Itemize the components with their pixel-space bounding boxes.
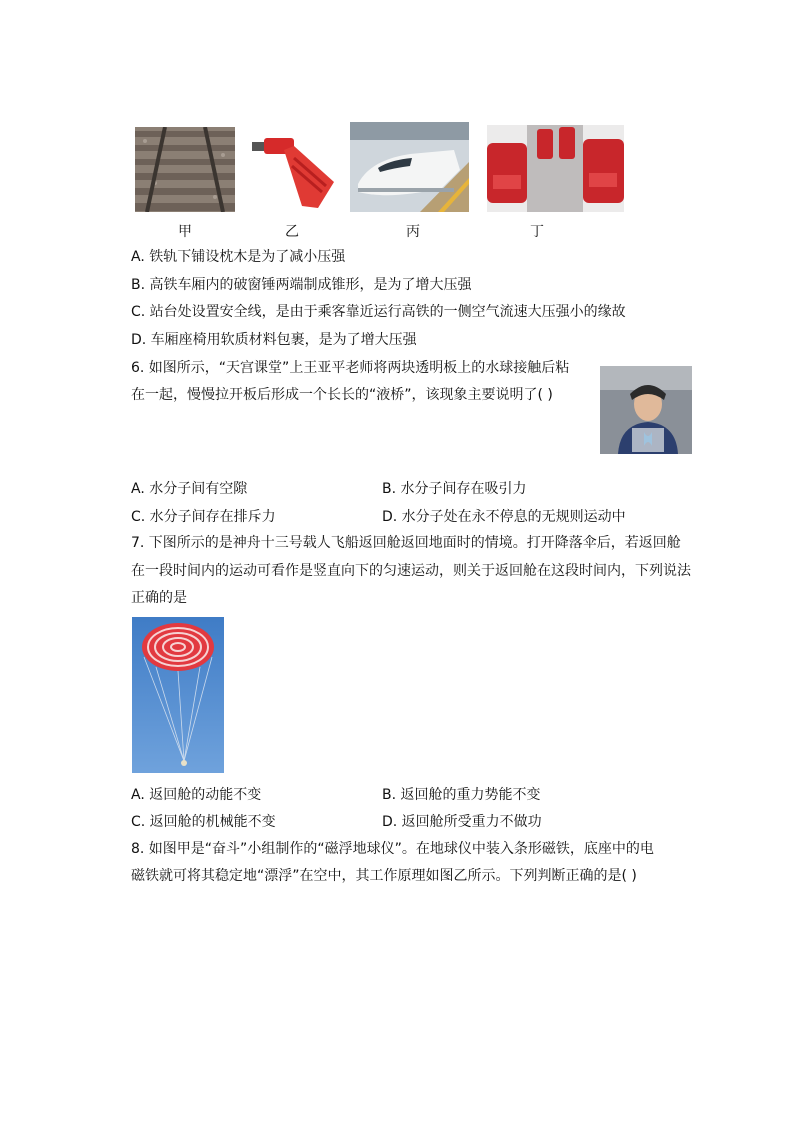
railway-track-photo: [135, 127, 235, 212]
q7-stem-line3: 正确的是: [131, 590, 187, 606]
q6-option-a: A. 水分子间有空隙: [131, 481, 248, 497]
q6-stem-line2: 在一起，慢慢拉开板后形成一个长长的“液桥”，该现象主要说明了( ): [131, 387, 553, 403]
liquid-bridge-photo: [600, 366, 692, 454]
caption-yi: 乙: [285, 224, 299, 240]
q7-option-b: B. 返回舱的重力势能不变: [382, 787, 541, 803]
q7-option-c: C. 返回舱的机械能不变: [131, 814, 276, 830]
q6-option-b: B. 水分子间存在吸引力: [382, 481, 527, 497]
q7-stem-line1: 7. 下图所示的是神舟十三号载人飞船返回舱返回地面时的情境。打开降落伞后，若返回舱: [131, 535, 681, 551]
caption-bing: 丙: [406, 224, 420, 240]
q7-option-a: A. 返回舱的动能不变: [131, 787, 262, 803]
q7-option-d: D. 返回舱所受重力不做功: [382, 814, 542, 830]
train-seats-photo: [487, 125, 624, 212]
caption-ding: 丁: [530, 224, 544, 240]
caption-jia: 甲: [178, 224, 192, 240]
q7-stem-line2: 在一段时间内的运动可看作是竖直向下的匀速运动，则关于返回舱在这段时间内，下列说法: [131, 563, 691, 579]
high-speed-train-photo: [350, 122, 469, 212]
q5-option-a: A. 铁轨下铺设枕木是为了减小压强: [131, 249, 346, 265]
q6-option-d: D. 水分子处在永不停息的无规则运动中: [382, 509, 626, 525]
q8-stem-line2: 磁铁就可将其稳定地“漂浮”在空中，其工作原理如图乙所示。下列判断正确的是( ): [131, 868, 637, 884]
q5-option-c: C. 站台处设置安全线，是由于乘客靠近运行高铁的一侧空气流速大压强小的缘故: [131, 304, 626, 320]
window-breaker-hammer-photo: [250, 126, 345, 214]
q5-option-d: D. 车厢座椅用软质材料包裹，是为了增大压强: [131, 332, 417, 348]
q6-stem-line1: 6. 如图所示，“天宫课堂”上王亚平老师将两块透明板上的水球接触后粘: [131, 360, 570, 376]
q5-option-b: B. 高铁车厢内的破窗锤两端制成锥形，是为了增大压强: [131, 277, 472, 293]
parachute-capsule-photo: [132, 617, 224, 773]
q6-option-c: C. 水分子间存在排斥力: [131, 509, 276, 525]
q8-stem-line1: 8. 如图甲是“奋斗”小组制作的“磁浮地球仪”。在地球仪中装入条形磁铁，底座中的电: [131, 841, 654, 857]
